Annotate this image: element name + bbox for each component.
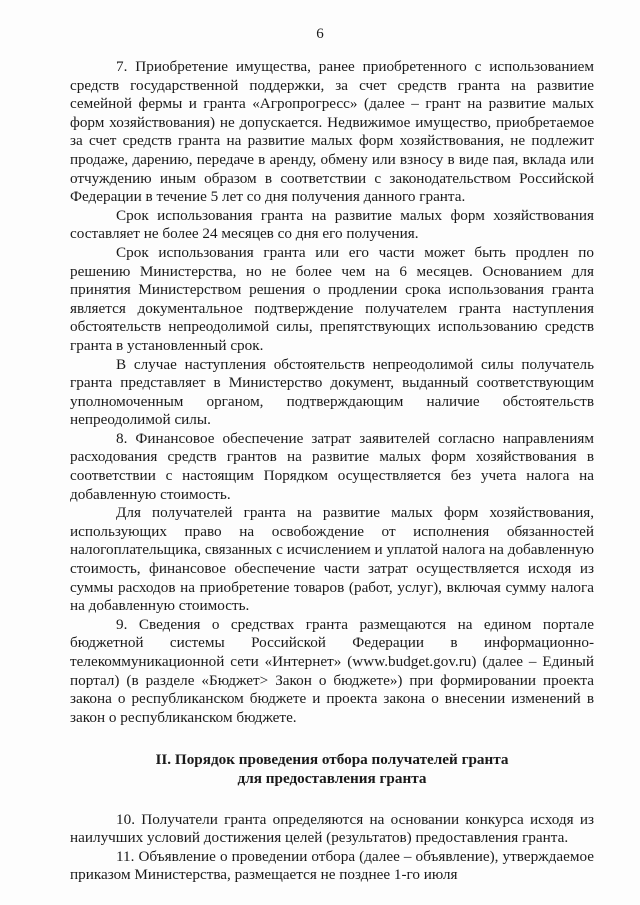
paragraph-8: 8. Финансовое обеспечение затрат заявителей согласно направлениям расходования средств грантов на развитие малых форм хозяйствования в соответствии с настоящим Порядком осуществляется без учета налога на добавленную стоимость. xyxy=(70,429,594,503)
paragraph-grant-term: Срок использования гранта на развитие малых форм хозяйствования составляет не более 24 месяцев со дня его получения. xyxy=(70,206,594,243)
paragraph-10: 10. Получатели гранта определяются на основании конкурса исходя из наилучших условий достижения целей (результатов) предоставления гранта. xyxy=(70,810,594,847)
document-body xyxy=(70,58,594,885)
paragraph-7: 7. Приобретение имущества, ранее приобретенного с использованием средств государственной поддержки, за счет средств гранта на развитие семейной фермы и гранта «Агропрогресс» (далее – грант на развитие малых форм хозяйствования) не допускается. Недвижимое имущество, приобретаемое за счет средств гранта на развитие малых форм хозяйствования, не подлежит продаже, дарению, передаче в аренду, обмену или взносу в виде пая, вклада или отчуждению иным образом в соответствии с законодательством Российской Федерации в течение 5 лет со дня получения данного гранта. xyxy=(70,58,594,206)
paragraph-vat-exemption: Для получателей гранта на развитие малых форм хозяйствования, использующих право на освобождение от исполнения обязанностей налогоплательщика, связанных с исчислением и уплатой налога на добавленную стоимость, финансовое обеспечение части затрат осуществляется исходя из суммы расходов на приобретение товаров (работ, услуг), включая сумму налога на добавленную стоимость. xyxy=(70,504,594,615)
section-heading-line-1: II. Порядок проведения отбора получателей гранта xyxy=(155,751,509,769)
paragraph-9: 9. Сведения о средствах гранта размещаются на едином портале бюджетной системы Российской Федерации в информационно-телекоммуникационной сети «Интернет» (www.budget.gov.ru) (далее – Единый портал) (в разделе «Бюджет> Закон о бюджете») при формировании проекта закона о республиканском бюджете и проекта закона о внесении изменений в закон о республиканском бюджете. xyxy=(70,615,594,726)
paragraph-force-majeure: В случае наступления обстоятельств непреодолимой силы получатель гранта представляет в Министерство документ, выданный соответствующим уполномоченным органом, подтверждающим наличие обстоятельств непреодолимой силы. xyxy=(70,355,594,429)
page-number: 6 xyxy=(316,26,324,42)
section-heading xyxy=(70,751,594,788)
section-heading-line-2: для предоставления гранта xyxy=(237,769,427,787)
paragraph-11: 11. Объявление о проведении отбора (далее – объявление), утверждаемое приказом Министерства, размещается не позднее 1-го июля xyxy=(70,847,594,884)
paragraph-term-extension: Срок использования гранта или его части может быть продлен по решению Министерства, но не более чем на 6 месяцев. Основанием для принятия Министерством решения о продлении срока использования гранта является документальное подтверждение получателем гранта наступления обстоятельств непреодолимой силы, препятствующих использованию средств гранта в установленный срок. xyxy=(70,243,594,354)
